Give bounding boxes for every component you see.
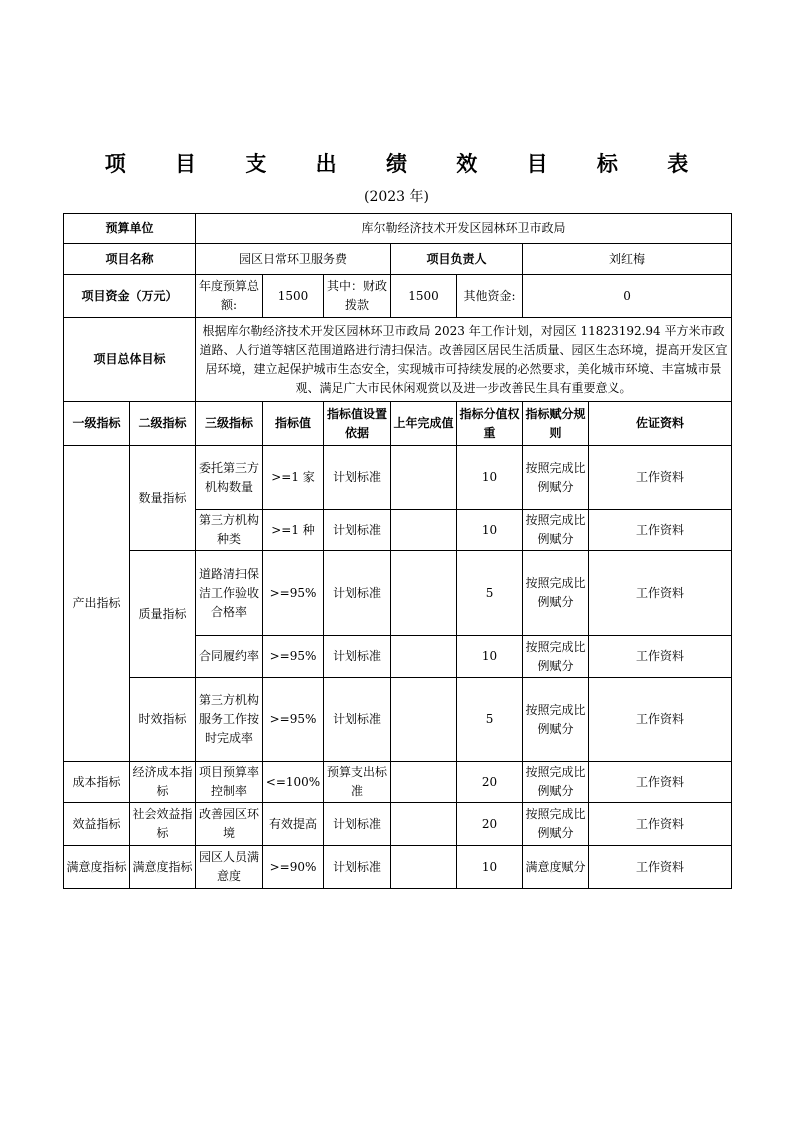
weight-cell: 5 xyxy=(457,551,523,636)
other-funds-label: 其他资金: xyxy=(457,275,523,318)
value-cell: <=100% xyxy=(263,762,324,803)
basis-cell: 预算支出标准 xyxy=(324,762,391,803)
value-cell: >=1 家 xyxy=(263,446,324,510)
level2-quantity: 数量指标 xyxy=(130,446,196,551)
weight-cell: 5 xyxy=(457,678,523,762)
prev-value-cell xyxy=(391,551,457,636)
level3-cell: 改善园区环境 xyxy=(196,803,263,846)
budget-unit-row xyxy=(64,214,732,244)
project-funds-row xyxy=(64,275,732,318)
evidence-cell: 工作资料 xyxy=(589,762,732,803)
level1-satisfaction: 满意度指标 xyxy=(64,846,130,889)
overall-goal-row xyxy=(64,318,732,402)
prev-value-cell xyxy=(391,803,457,846)
annual-budget-label: 年度预算总额: xyxy=(196,275,263,318)
basis-cell: 计划标准 xyxy=(324,446,391,510)
value-cell: >=95% xyxy=(263,678,324,762)
level3-cell: 道路清扫保洁工作验收合格率 xyxy=(196,551,263,636)
basis-cell: 计划标准 xyxy=(324,678,391,762)
rule-cell: 按照完成比例赋分 xyxy=(523,446,589,510)
level3-cell: 第三方机构服务工作按时完成率 xyxy=(196,678,263,762)
performance-table xyxy=(63,213,732,889)
fiscal-allocation-value: 1500 xyxy=(391,275,457,318)
value-cell: >=90% xyxy=(263,846,324,889)
level1-benefit: 效益指标 xyxy=(64,803,130,846)
page-title: 项 目 支 出 绩 效 目 标 表 xyxy=(104,151,710,176)
prev-value-cell xyxy=(391,678,457,762)
weight-cell: 20 xyxy=(457,762,523,803)
level3-cell: 项目预算率控制率 xyxy=(196,762,263,803)
rule-cell: 按照完成比例赋分 xyxy=(523,762,589,803)
level3-cell: 合同履约率 xyxy=(196,636,263,678)
value-cell: >=95% xyxy=(263,551,324,636)
level1-cost: 成本指标 xyxy=(64,762,130,803)
level2-satisfaction: 满意度指标 xyxy=(130,846,196,889)
project-name-value: 园区日常环卫服务费 xyxy=(196,244,391,275)
evidence-cell: 工作资料 xyxy=(589,803,732,846)
project-leader-label: 项目负责人 xyxy=(391,244,523,275)
project-name-row xyxy=(64,244,732,275)
level1-output: 产出指标 xyxy=(64,446,130,762)
annual-budget-value: 1500 xyxy=(263,275,324,318)
evidence-cell: 工作资料 xyxy=(589,846,732,889)
basis-cell: 计划标准 xyxy=(324,636,391,678)
budget-unit-label: 预算单位 xyxy=(64,214,196,244)
level2-social-benefit: 社会效益指标 xyxy=(130,803,196,846)
level2-quality: 质量指标 xyxy=(130,551,196,678)
level2-timeliness: 时效指标 xyxy=(130,678,196,762)
basis-cell: 计划标准 xyxy=(324,510,391,551)
basis-cell: 计划标准 xyxy=(324,803,391,846)
evidence-cell: 工作资料 xyxy=(589,446,732,510)
rule-cell: 满意度赋分 xyxy=(523,846,589,889)
other-funds-value: 0 xyxy=(523,275,732,318)
basis-cell: 计划标准 xyxy=(324,846,391,889)
table-row xyxy=(64,446,732,510)
level2-economic-cost: 经济成本指标 xyxy=(130,762,196,803)
table-row xyxy=(64,678,732,762)
level3-cell: 委托第三方机构数量 xyxy=(196,446,263,510)
header-level1: 一级指标 xyxy=(64,402,130,446)
value-cell: >=95% xyxy=(263,636,324,678)
header-rule: 指标赋分规则 xyxy=(523,402,589,446)
weight-cell: 10 xyxy=(457,846,523,889)
header-weight: 指标分值权重 xyxy=(457,402,523,446)
project-funds-label: 项目资金（万元） xyxy=(64,275,196,318)
weight-cell: 10 xyxy=(457,446,523,510)
basis-cell: 计划标准 xyxy=(324,551,391,636)
rule-cell: 按照完成比例赋分 xyxy=(523,678,589,762)
rule-cell: 按照完成比例赋分 xyxy=(523,551,589,636)
value-cell: >=1 种 xyxy=(263,510,324,551)
evidence-cell: 工作资料 xyxy=(589,510,732,551)
prev-value-cell xyxy=(391,846,457,889)
header-level3: 三级指标 xyxy=(196,402,263,446)
prev-value-cell xyxy=(391,636,457,678)
header-prev-value: 上年完成值 xyxy=(391,402,457,446)
fiscal-allocation-label: 其中：财政拨款 xyxy=(324,275,391,318)
page-subtitle: (2023 年) xyxy=(363,189,429,205)
level3-cell: 园区人员满意度 xyxy=(196,846,263,889)
project-name-label: 项目名称 xyxy=(64,244,196,275)
overall-goal-text: 根据库尔勒经济技术开发区园林环卫市政局 2023 年工作计划，对园区 11823192.94 平方米市政道路、人行道等辖区范围道路进行清扫保洁。改善园区居民生活质量、园区生态环境，提高开发区宜居环境，建立起保护城市生态安全，实现城市可持续发展的必然要求，美化城市环境、丰富城市景观、满足广大市民休闲观赏以及进一步改善民生具有重要意义。 xyxy=(196,318,732,402)
project-leader-value: 刘红梅 xyxy=(523,244,732,275)
weight-cell: 10 xyxy=(457,510,523,551)
table-row xyxy=(64,846,732,889)
header-evidence: 佐证资料 xyxy=(589,402,732,446)
weight-cell: 10 xyxy=(457,636,523,678)
overall-goal-label: 项目总体目标 xyxy=(64,318,196,402)
header-value: 指标值 xyxy=(263,402,324,446)
table-row xyxy=(64,762,732,803)
table-row xyxy=(64,803,732,846)
evidence-cell: 工作资料 xyxy=(589,678,732,762)
evidence-cell: 工作资料 xyxy=(589,551,732,636)
value-cell: 有效提高 xyxy=(263,803,324,846)
indicator-header-row xyxy=(64,402,732,446)
header-basis: 指标值设置依据 xyxy=(324,402,391,446)
level3-cell: 第三方机构种类 xyxy=(196,510,263,551)
prev-value-cell xyxy=(391,446,457,510)
budget-unit-value: 库尔勒经济技术开发区园林环卫市政局 xyxy=(196,214,732,244)
header-level2: 二级指标 xyxy=(130,402,196,446)
rule-cell: 按照完成比例赋分 xyxy=(523,510,589,551)
prev-value-cell xyxy=(391,510,457,551)
weight-cell: 20 xyxy=(457,803,523,846)
evidence-cell: 工作资料 xyxy=(589,636,732,678)
prev-value-cell xyxy=(391,762,457,803)
table-row xyxy=(64,551,732,636)
rule-cell: 按照完成比例赋分 xyxy=(523,636,589,678)
rule-cell: 按照完成比例赋分 xyxy=(523,803,589,846)
